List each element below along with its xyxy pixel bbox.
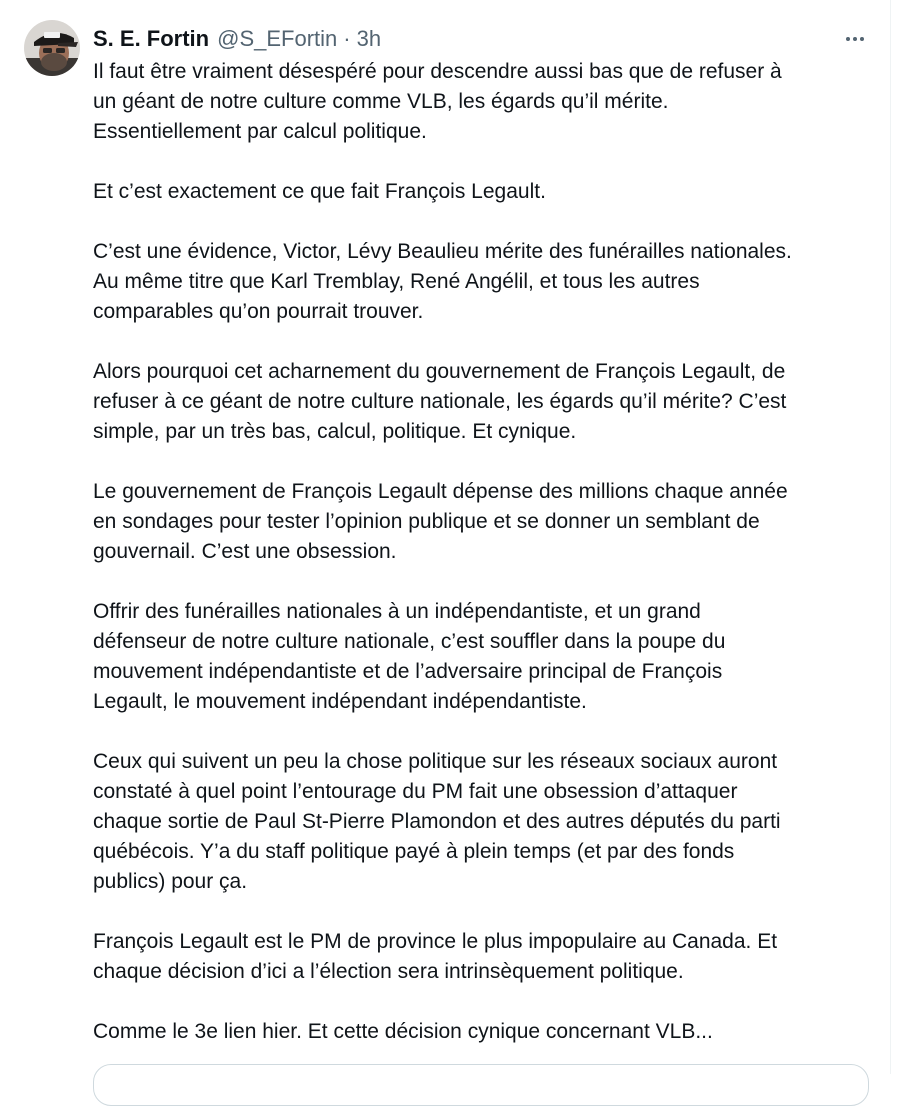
tweet-line: Alors pourquoi cet acharnement du gouvernement de François Legault, de	[93, 360, 786, 383]
author-handle[interactable]: @S_EFortin	[217, 26, 338, 51]
tweet-paragraph	[93, 237, 893, 327]
more-horizontal-icon[interactable]	[838, 26, 872, 52]
author-name[interactable]: S. E. Fortin	[93, 26, 210, 51]
tweet-paragraph	[93, 57, 893, 147]
tweet-line: refuser à ce géant de notre culture nationale, les égards qu’il mérite? C’est	[93, 390, 787, 413]
tweet-text	[93, 57, 893, 1047]
tweet-line: un géant de notre culture comme VLB, les égards qu’il mérite.	[93, 90, 669, 113]
tweet-line: en sondages pour tester l’opinion publique et se donner un semblant de	[93, 510, 760, 533]
tweet-paragraph	[93, 747, 893, 897]
tweet-line: C’est une évidence, Victor, Lévy Beaulieu mérite des funérailles nationales.	[93, 240, 792, 263]
tweet-line: Comme le 3e lien hier. Et cette décision cynique concernant VLB...	[93, 1020, 713, 1043]
tweet-line: constaté à quel point l’entourage du PM fait une obsession d’attaquer	[93, 780, 738, 803]
tweet-line: mouvement indépendantiste et de l’adversaire principal de François	[93, 660, 723, 683]
tweet-paragraph	[93, 597, 893, 717]
tweet-line: chaque décision d’ici a l’élection sera intrinsèquement politique.	[93, 960, 684, 983]
link-card-preview[interactable]	[93, 1064, 869, 1106]
more-dot	[853, 37, 857, 41]
tweet-paragraph	[93, 177, 893, 207]
tweet-line: québécois. Y’a du staff politique payé à plein temps (et par des fonds	[93, 840, 735, 863]
tweet-header	[93, 24, 381, 54]
tweet-paragraph	[93, 477, 893, 567]
tweet-paragraph	[93, 357, 893, 447]
tweet-line: simple, par un très bas, calcul, politique. Et cynique.	[93, 420, 577, 443]
tweet-line: Le gouvernement de François Legault dépense des millions chaque année	[93, 480, 788, 503]
tweet-line: défenseur de notre culture nationale, c’est souffler dans la poupe du	[93, 630, 726, 653]
tweet-paragraph	[93, 927, 893, 987]
tweet-line: Il faut être vraiment désespéré pour descendre aussi bas que de refuser à	[93, 60, 782, 83]
more-dot	[846, 37, 850, 41]
more-dot	[860, 37, 864, 41]
tweet-line: comparables qu’on pourrait trouver.	[93, 300, 424, 323]
tweet-line: Essentiellement par calcul politique.	[93, 120, 427, 143]
tweet-line: François Legault est le PM de province le plus impopulaire au Canada. Et	[93, 930, 778, 953]
tweet-line: Ceux qui suivent un peu la chose politique sur les réseaux sociaux auront	[93, 750, 778, 773]
header-separator: ·	[343, 26, 351, 51]
tweet-line: Offrir des funérailles nationales à un indépendantiste, et un grand	[93, 600, 701, 623]
tweet-line: Legault, le mouvement indépendant indépendantiste.	[93, 690, 587, 713]
tweet-line: chaque sortie de Paul St-Pierre Plamondon et des autres députés du parti	[93, 810, 781, 833]
column-divider	[890, 0, 891, 1074]
tweet-line: gouvernail. C’est une obsession.	[93, 540, 397, 563]
tweet-line: Et c’est exactement ce que fait François Legault.	[93, 180, 546, 203]
tweet-line: Au même titre que Karl Tremblay, René Angélil, et tous les autres	[93, 270, 700, 293]
tweet-paragraph	[93, 1017, 893, 1047]
avatar-image	[24, 20, 80, 76]
user-avatar[interactable]	[24, 20, 80, 76]
tweet-line: publics) pour ça.	[93, 870, 248, 893]
tweet-timestamp[interactable]: 3h	[356, 26, 382, 51]
